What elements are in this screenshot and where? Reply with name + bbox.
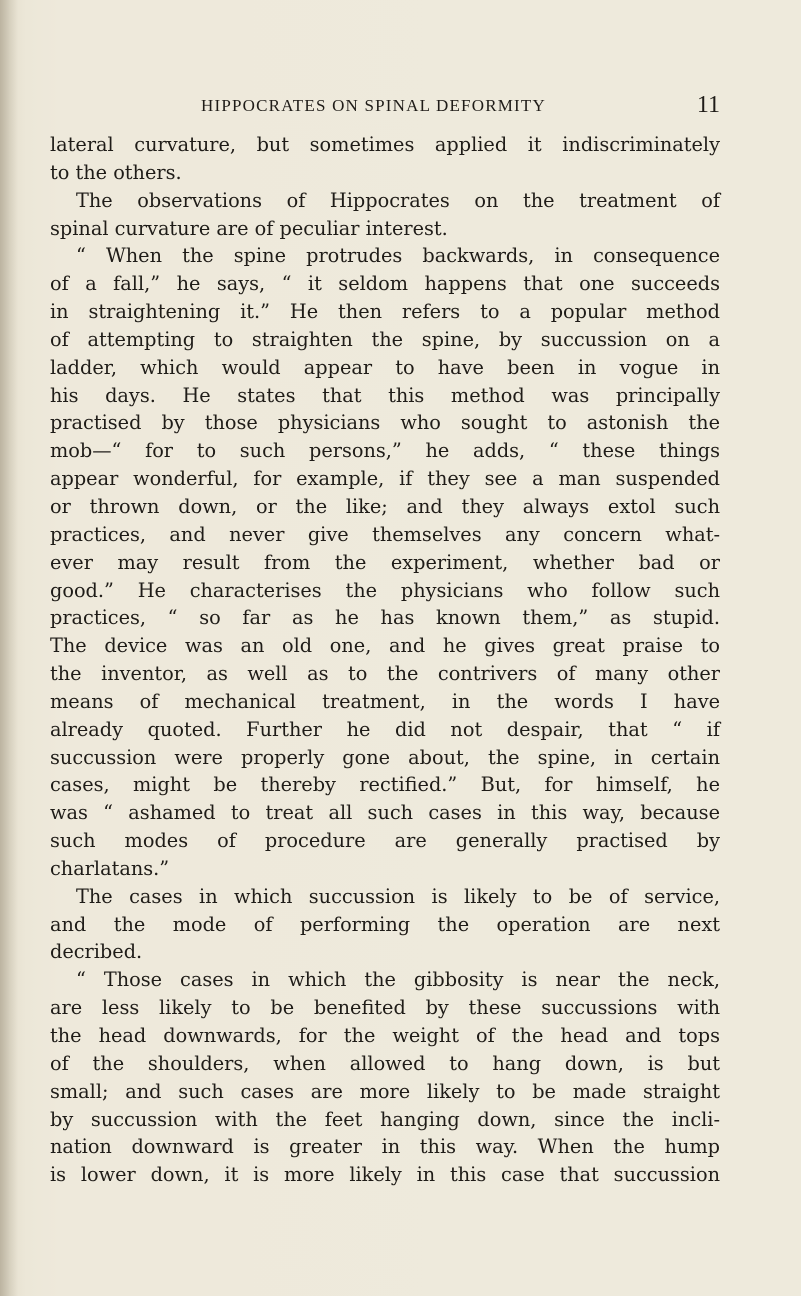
text-line: The observations of Hippocrates on the treatment of bbox=[76, 188, 720, 212]
text-line: the inventor, as well as to the contrivers of many other bbox=[50, 662, 720, 686]
text-line: was “ ashamed to treat all such cases in this way, because bbox=[50, 801, 720, 825]
text-line: “ Those cases in which the gibbosity is near the neck, bbox=[76, 968, 720, 992]
text-line: The device was an old one, and he gives great praise to bbox=[50, 634, 720, 658]
text-line: decribed. bbox=[50, 940, 143, 964]
text-line: cases, might be thereby rectified.” But, for himself, he bbox=[50, 773, 720, 797]
text-line: charlatans.” bbox=[50, 856, 170, 880]
text-line: small; and such cases are more likely to be made straight bbox=[50, 1079, 720, 1103]
text-line: such modes of procedure are generally practised by bbox=[50, 829, 720, 853]
running-head: HIPPOCRATES ON SPINAL DEFORMITY bbox=[201, 96, 546, 115]
text-line: of the shoulders, when allowed to hang down, is but bbox=[50, 1051, 720, 1075]
text-line: “ When the spine protrudes backwards, in consequence bbox=[76, 244, 720, 268]
text-line: in straightening it.” He then refers to a popular method bbox=[50, 300, 720, 324]
text-line: appear wonderful, for example, if they see a man suspended bbox=[50, 467, 720, 491]
page-number: 11 bbox=[696, 92, 720, 118]
text-line: succussion were properly gone about, the spine, in certain bbox=[50, 745, 720, 769]
text-line: nation downward is greater in this way. When the hump bbox=[50, 1135, 720, 1159]
text-line: or thrown down, or the like; and they always extol such bbox=[50, 494, 720, 518]
text-line: his days. He states that this method was principally bbox=[50, 383, 720, 407]
text-line: by succussion with the feet hanging down, since the incli- bbox=[50, 1107, 720, 1131]
text-line: practised by those physicians who sought to astonish the bbox=[50, 411, 720, 435]
text-line: good.” He characterises the physicians who follow such bbox=[50, 578, 720, 602]
page-gutter-shadow bbox=[0, 0, 18, 1296]
text-line: ladder, which would appear to have been in vogue in bbox=[50, 355, 720, 379]
text-line: mob—“ for to such persons,” he adds, “ these things bbox=[50, 439, 720, 463]
text-line: spinal curvature are of peculiar interest. bbox=[50, 216, 448, 240]
page-header bbox=[201, 92, 721, 120]
text-line: practices, “ so far as he has known them,” as stupid. bbox=[50, 606, 720, 630]
text-line: already quoted. Further he did not despair, that “ if bbox=[50, 717, 720, 741]
text-line: lateral curvature, but sometimes applied it indiscriminately bbox=[50, 133, 720, 156]
text-line: practices, and never give themselves any concern what- bbox=[50, 522, 720, 546]
text-line: are less likely to be benefited by these succussions with bbox=[50, 996, 720, 1020]
body-text bbox=[50, 131, 720, 1189]
text-line: to the others. bbox=[50, 160, 182, 184]
text-line: and the mode of performing the operation are next bbox=[50, 912, 720, 936]
text-line: the head downwards, for the weight of the head and tops bbox=[50, 1024, 720, 1047]
text-line: means of mechanical treatment, in the words I have bbox=[50, 689, 720, 713]
text-line: of attempting to straighten the spine, by succussion on a bbox=[50, 327, 720, 351]
text-line: ever may result from the experiment, whether bad or bbox=[50, 550, 720, 574]
text-line: The cases in which succussion is likely to be of service, bbox=[76, 884, 720, 908]
text-line: of a fall,” he says, “ it seldom happens that one succeeds bbox=[50, 272, 720, 296]
text-line: is lower down, it is more likely in this case that succussion bbox=[50, 1163, 720, 1187]
